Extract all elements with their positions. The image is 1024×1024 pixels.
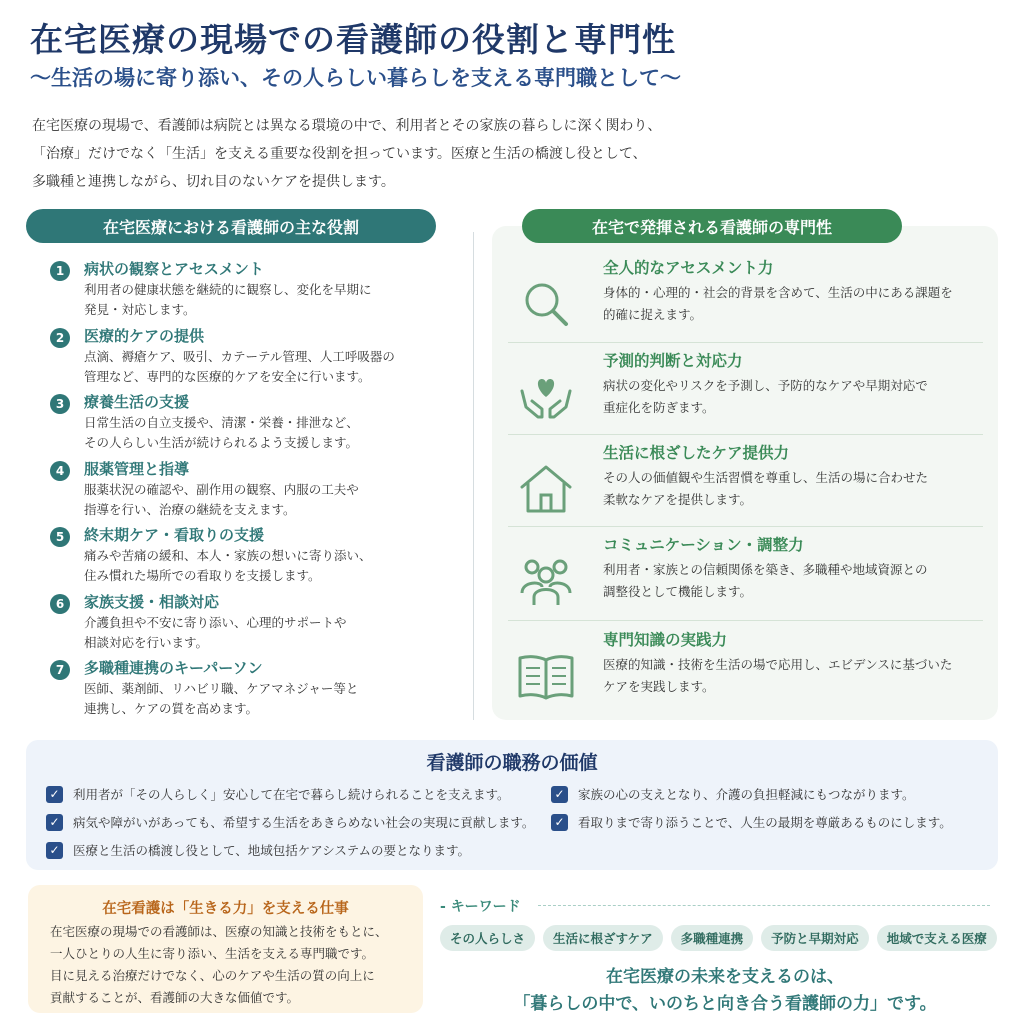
- role-description-line: 指導を行い、治療の継続を支えます。: [84, 501, 296, 517]
- role-description-line: 相談対応を行います。: [84, 634, 209, 650]
- role-description-line: 連携し、ケアの質を高めます。: [84, 701, 259, 716]
- specialty-title: 予測的判断と対応力: [603, 352, 743, 370]
- role-description: [84, 613, 450, 653]
- role-description-line: 日常生活の自立支援や、清潔・栄養・排泄など、: [84, 415, 359, 430]
- role-title: 多職種連携のキーパーソン: [84, 659, 263, 677]
- specialty-item: [508, 529, 983, 621]
- specialty-description-line: 柔軟なケアを提供します。: [603, 492, 753, 507]
- specialty-description-line: その人の価値観や生活習慣を尊重し、生活の場に合わせた: [603, 470, 929, 485]
- home-nursing-line: 在宅医療の現場での看護師は、医療の知識と技術をもとに、: [50, 924, 388, 939]
- keywords-list: [440, 925, 997, 951]
- role-description-line: 住み慣れた場所での看取りを支援します。: [84, 568, 321, 583]
- intro-line: 「治療」だけでなく「生活」を支える重要な役割を担っています。医療と生活の橋渡し役として、: [32, 146, 647, 162]
- role-number-badge: 3: [50, 394, 70, 414]
- specialty-item: [508, 345, 983, 437]
- open-book-icon: [514, 648, 578, 704]
- role-item: [50, 657, 450, 724]
- role-item: [50, 258, 450, 325]
- roles-list: [50, 258, 450, 724]
- role-description: [84, 679, 450, 719]
- role-description: [84, 347, 450, 387]
- role-title: 医療的ケアの提供: [84, 326, 205, 345]
- checkbox-icon: ✓: [46, 842, 63, 859]
- specialty-item: [508, 252, 983, 344]
- specialty-separator: [508, 620, 983, 621]
- value-text: 利用者が「その人らしく」安心して在宅で暮らし続けられることを支えます。: [73, 787, 510, 802]
- specialty-description-line: ケアを実践します。: [603, 679, 715, 694]
- specialty-separator: [508, 526, 983, 527]
- keywords-label-text: キーワード: [450, 899, 521, 915]
- intro-line: 在宅医療の現場で、看護師は病院とは異なる環境の中で、利用者とその家族の暮らしに深く関わり、: [32, 118, 662, 134]
- value-item: [551, 813, 952, 831]
- role-description: [84, 413, 450, 453]
- specialty-description: [603, 559, 928, 603]
- home-nursing-line: 一人ひとりの人生に寄り添い、生活を支える専門職です。: [50, 946, 375, 961]
- intro-line: 多職種と連携しながら、切れ目のないケアを提供します。: [32, 174, 395, 190]
- value-text: 看取りまで寄り添うことで、人生の最期を尊厳あるものにします。: [578, 815, 952, 830]
- specialty-description: [603, 375, 928, 419]
- closing-line-1: 在宅医療の未来を支えるのは、: [606, 967, 844, 987]
- specialty-description-line: 利用者・家族との信頼関係を築き、多職種や地域資源との: [603, 562, 928, 577]
- role-number-badge: 7: [50, 660, 70, 680]
- role-item: [50, 325, 450, 392]
- role-title: 終末期ケア・看取りの支援: [84, 526, 265, 544]
- home-nursing-text: [50, 921, 388, 1009]
- home-nursing-heading: 在宅看護は「生きる力」を支える仕事: [102, 901, 349, 917]
- specialty-separator: [508, 342, 983, 343]
- checkbox-icon: ✓: [551, 786, 568, 803]
- specialty-title: コミュニケーション・調整力: [603, 536, 804, 554]
- specialty-description: [603, 282, 953, 326]
- column-divider: [473, 232, 474, 720]
- value-text: 病気や障がいがあっても、希望する生活をあきらめない社会の実現に貢献します。: [73, 815, 535, 830]
- specialty-description: [603, 467, 928, 511]
- keyword-tag: 多職種連携: [671, 925, 754, 951]
- checkbox-icon: ✓: [46, 814, 63, 831]
- role-description: [84, 280, 450, 320]
- role-number-badge: 6: [50, 594, 70, 614]
- checkbox-icon: ✓: [551, 814, 568, 831]
- specialty-description-line: 的確に捉えます。: [603, 307, 703, 322]
- role-item: [50, 391, 450, 458]
- role-item: [50, 591, 450, 658]
- keyword-tag: その人らしさ: [440, 925, 535, 951]
- closing-line-2: 「暮らしの中で、いのちと向き合う看護師の力」です。: [513, 994, 937, 1014]
- role-number-badge: 5: [50, 527, 70, 547]
- home-nursing-line: 貢献することが、看護師の大きな価値です。: [50, 990, 300, 1005]
- home-nursing-line: 目に見える治療だけでなく、心のケアや生活の質の向上に: [50, 968, 375, 983]
- role-description-line: 発見・対応します。: [84, 302, 196, 317]
- specialty-description: [603, 654, 952, 698]
- role-description-line: 利用者の健康状態を継続的に観察し、変化を早期に: [84, 282, 372, 297]
- role-title: 病状の観察とアセスメント: [84, 260, 264, 278]
- role-description-line: 管理など、専門的な医療的ケアを安全に行います。: [84, 368, 371, 384]
- checkbox-icon: ✓: [46, 786, 63, 803]
- role-description-line: 介護負担や不安に寄り添い、心理的サポートや: [84, 614, 347, 630]
- role-item: [50, 524, 450, 591]
- role-description-line: その人らしい生活が続けられるよう支援します。: [84, 435, 359, 450]
- roles-heading: 在宅医療における看護師の主な役割: [26, 209, 436, 243]
- specialty-description-line: 身体的・心理的・社会的背景を含めて、生活の中にある課題を: [603, 285, 953, 300]
- role-description: [84, 480, 450, 520]
- keyword-tag: 地域で支える医療: [877, 925, 997, 951]
- keywords-label: - キーワード: [440, 899, 521, 915]
- keywords-divider: [538, 905, 990, 906]
- magnifier-icon: [514, 276, 578, 332]
- specialty-description-line: 重症化を防ぎます。: [603, 400, 715, 415]
- page-subtitle: 〜生活の場に寄り添い、その人らしい暮らしを支える専門職として〜: [30, 66, 681, 90]
- role-number-badge: 4: [50, 461, 70, 481]
- value-item: [46, 785, 510, 803]
- specialty-title: 専門知識の実践力: [603, 631, 728, 649]
- specialties-heading: 在宅で発揮される看護師の専門性: [522, 209, 902, 243]
- intro-text: [32, 112, 792, 196]
- role-description-line: 医師、薬剤師、リハビリ職、ケアマネジャー等と: [84, 681, 359, 696]
- value-heading: 看護師の職務の価値: [426, 752, 598, 774]
- specialty-item: [508, 437, 983, 529]
- role-description-line: 服薬状況の確認や、副作用の観察、内服の工夫や: [84, 481, 359, 497]
- role-title: 家族支援・相談対応: [84, 592, 220, 611]
- role-title: 服薬管理と指導: [84, 459, 190, 478]
- house-icon: [514, 461, 578, 517]
- value-item: [551, 785, 915, 803]
- specialty-separator: [508, 434, 983, 435]
- role-description-line: 痛みや苦痛の緩和、本人・家族の想いに寄り添い、: [84, 548, 372, 563]
- heart-hands-icon: [514, 369, 578, 425]
- value-item: [46, 841, 470, 859]
- keyword-tag: 予防と早期対応: [761, 925, 869, 951]
- people-group-icon: [514, 553, 578, 609]
- specialty-item: [508, 624, 983, 716]
- role-number-badge: 2: [50, 328, 70, 348]
- keyword-tag: 生活に根ざすケア: [543, 925, 663, 951]
- specialty-description-line: 調整役として機能します。: [603, 584, 753, 599]
- role-number-badge: 1: [50, 261, 70, 281]
- specialty-description-line: 医療的知識・技術を生活の場で応用し、エビデンスに基づいた: [603, 657, 953, 672]
- specialty-title: 生活に根ざしたケア提供力: [603, 444, 790, 462]
- value-text: 医療と生活の橋渡し役として、地域包括ケアシステムの要となります。: [73, 843, 471, 858]
- page-title: 在宅医療の現場での看護師の役割と専門性: [30, 20, 676, 59]
- role-description: [84, 546, 450, 586]
- value-item: [46, 813, 534, 831]
- value-text: 家族の心の支えとなり、介護の負担軽減にもつながります。: [578, 787, 915, 802]
- specialty-description-line: 病状の変化やリスクを予測し、予防的なケアや早期対応で: [603, 378, 928, 393]
- role-item: [50, 458, 450, 525]
- specialty-title: 全人的なアセスメント力: [603, 259, 774, 277]
- role-title: 療養生活の支援: [84, 393, 190, 411]
- role-description-line: 点滴、褥瘡ケア、吸引、カテーテル管理、人工呼吸器の: [84, 348, 395, 364]
